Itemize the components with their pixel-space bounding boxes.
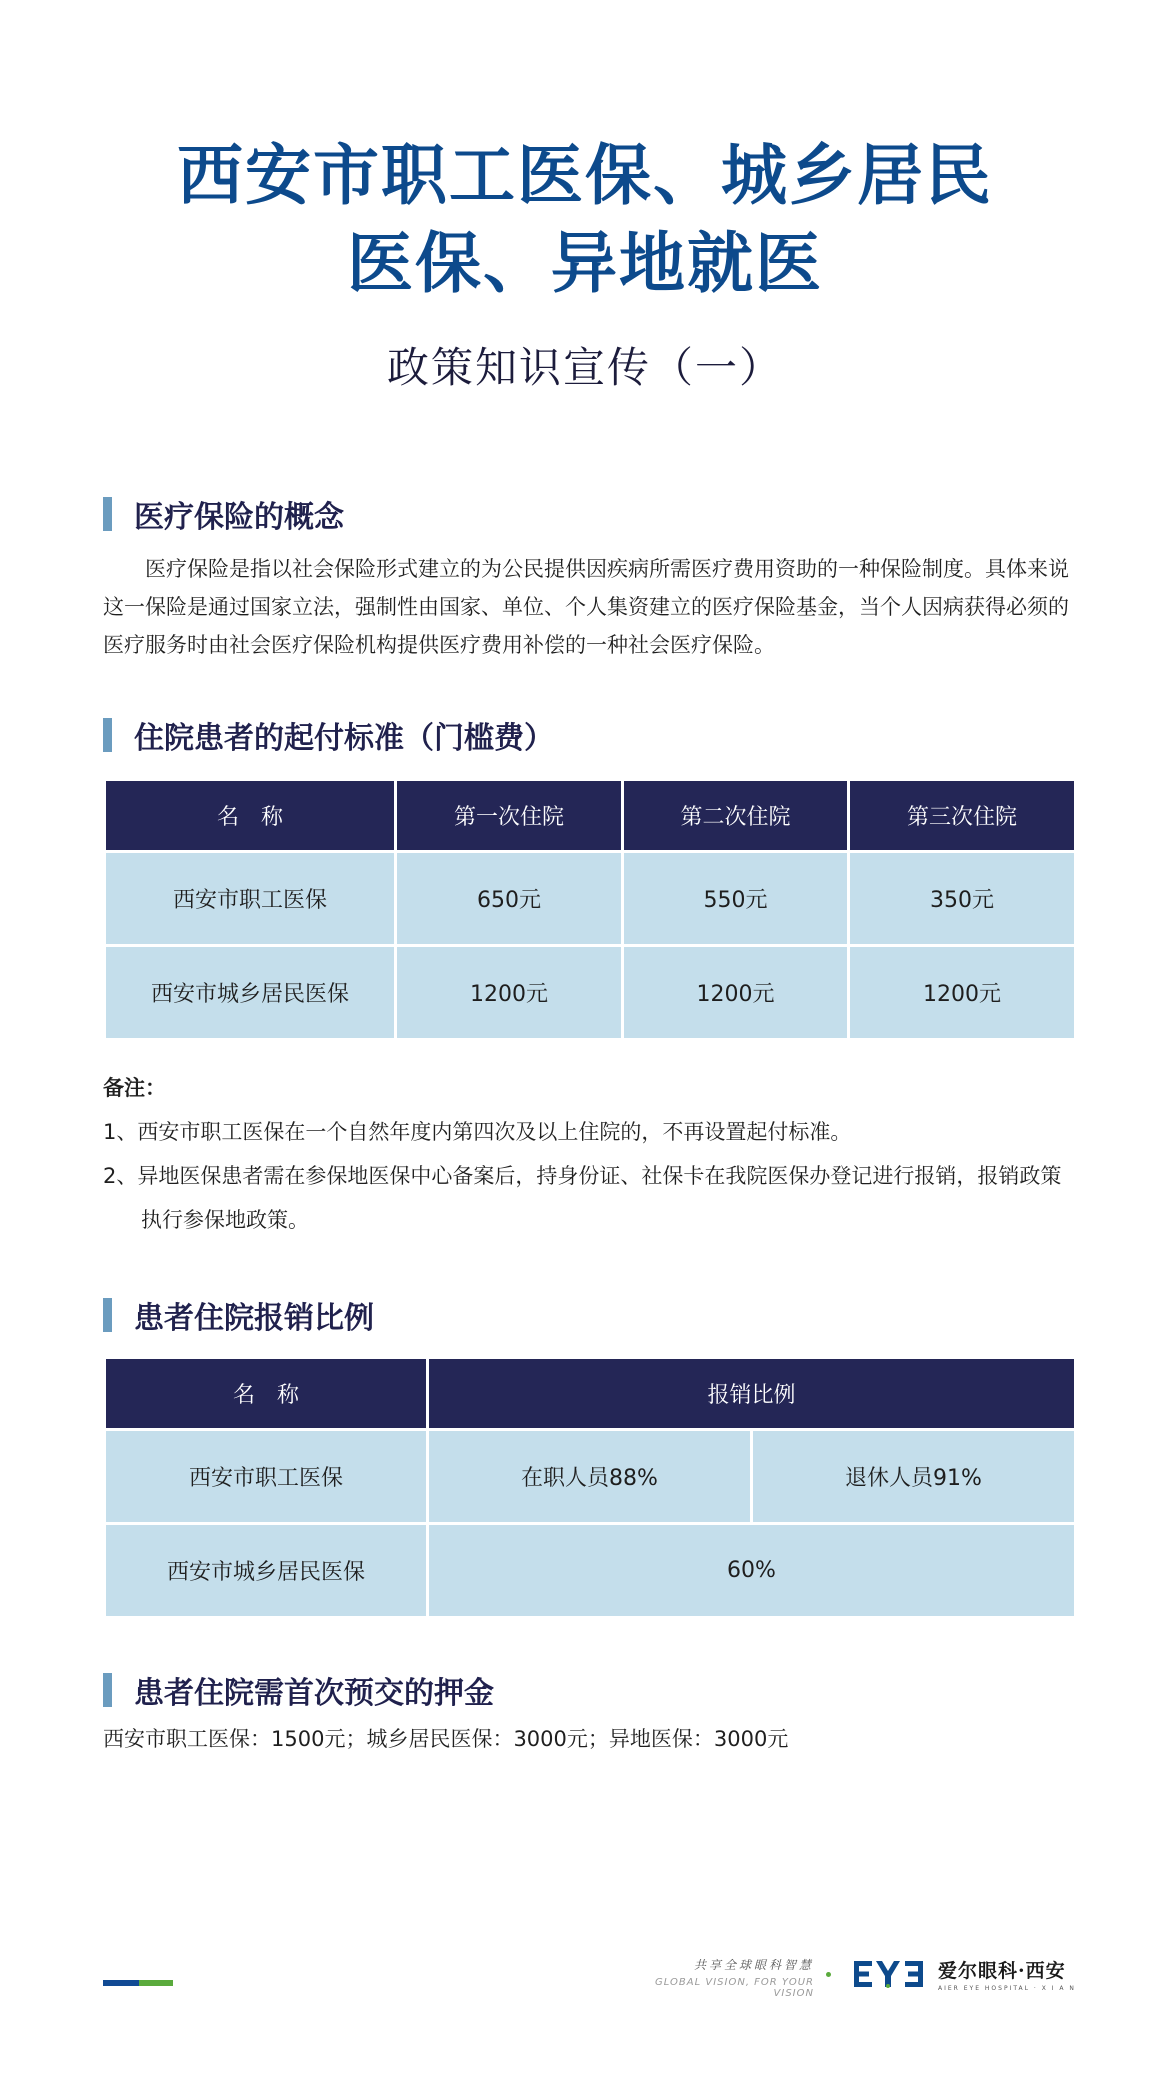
brand-name-wrap <box>938 1956 1076 1992</box>
table-cell-name: 西安市职工医保 <box>105 1430 428 1524</box>
page-title-line2: 医保、异地就医 <box>347 225 823 302</box>
section-heading-deductible <box>103 715 554 755</box>
section-heading-text: 患者住院报销比例 <box>134 1301 374 1336</box>
brand-name-en: AIER EYE HOSPITAL · X I A N <box>938 1985 1076 1992</box>
notes-block <box>103 1066 1073 1242</box>
footer-blue-line <box>103 1980 139 1986</box>
column-header-name: 名 称 <box>105 780 396 852</box>
table-cell-name: 西安市城乡居民医保 <box>105 1524 428 1618</box>
table-cell: 550元 <box>623 852 849 946</box>
slogan-en: GLOBAL VISION, FOR YOUR VISION <box>655 1977 814 1999</box>
section-heading-text: 患者住院需首次预交的押金 <box>134 1676 494 1711</box>
footer-green-line <box>139 1980 173 1986</box>
table-cell: 1200元 <box>849 946 1076 1040</box>
table-cell-active-ratio: 在职人员88% <box>428 1430 752 1524</box>
table-header-row <box>105 1358 1076 1430</box>
deposit-text: 西安市职工医保：1500元；城乡居民医保：3000元；异地医保：3000元 <box>103 1727 789 1751</box>
heading-bar <box>103 718 112 752</box>
page-title-line1: 西安市职工医保、城乡居民 <box>177 137 993 214</box>
table-cell: 350元 <box>849 852 1076 946</box>
table-row <box>105 1524 1076 1618</box>
table-cell: 650元 <box>396 852 623 946</box>
eye-logo-icon <box>852 1958 926 1990</box>
table-cell-ratio: 60% <box>428 1524 1076 1618</box>
separator-dot <box>826 1972 831 1977</box>
column-header-first-stay: 第一次住院 <box>396 780 623 852</box>
heading-bar <box>103 1673 112 1707</box>
brand-name: 爱尔眼科·西安 <box>938 1960 1066 1982</box>
section-heading-text: 住院患者的起付标准（门槛费） <box>134 721 554 756</box>
title-block <box>0 132 1170 398</box>
section-heading-text: 医疗保险的概念 <box>134 500 344 535</box>
brand-logo <box>852 1956 1076 1992</box>
heading-bar <box>103 1298 112 1332</box>
section-heading-concept <box>103 494 344 534</box>
column-header-ratio: 报销比例 <box>428 1358 1076 1430</box>
column-header-name: 名 称 <box>105 1358 428 1430</box>
page-subtitle: 政策知识宣传（一） <box>386 343 783 392</box>
notes-title: 备注： <box>103 1076 166 1100</box>
column-header-second-stay: 第二次住院 <box>623 780 849 852</box>
table-cell: 1200元 <box>623 946 849 1040</box>
note-item: 2、异地医保患者需在参保地医保中心备案后，持身份证、社保卡在我院医保办登记进行报销，报销政策执行参保地政策。 <box>103 1164 1062 1232</box>
slogan-cn: 共享全球眼科智慧 <box>693 1958 814 1972</box>
table-cell-name: 西安市城乡居民医保 <box>105 946 396 1040</box>
table-header-row <box>105 780 1076 852</box>
deductible-table <box>103 778 1077 1041</box>
table-cell-retired-ratio: 退休人员91% <box>752 1430 1076 1524</box>
table-cell-name: 西安市职工医保 <box>105 852 396 946</box>
heading-bar <box>103 497 112 531</box>
note-item: 1、西安市职工医保在一个自然年度内第四次及以上住院的，不再设置起付标准。 <box>103 1120 852 1144</box>
concept-paragraph: 医疗保险是指以社会保险形式建立的为公民提供因疾病所需医疗费用资助的一种保险制度。具体来说这一保险是通过国家立法，强制性由国家、单位、个人集资建立的医疗保险基金，当个人因病获得必须的医疗服务时由社会医疗保险机构提供医疗费用补偿的一种社会医疗保险。 <box>103 557 1069 657</box>
footer-accent-lines <box>103 1980 173 1986</box>
table-row <box>105 852 1076 946</box>
section-heading-reimbursement <box>103 1295 374 1335</box>
section-heading-deposit <box>103 1670 494 1710</box>
column-header-third-stay: 第三次住院 <box>849 780 1076 852</box>
table-row <box>105 1430 1076 1524</box>
reimbursement-table <box>103 1356 1077 1619</box>
table-cell: 1200元 <box>396 946 623 1040</box>
footer-slogan <box>620 1956 814 1999</box>
table-row <box>105 946 1076 1040</box>
